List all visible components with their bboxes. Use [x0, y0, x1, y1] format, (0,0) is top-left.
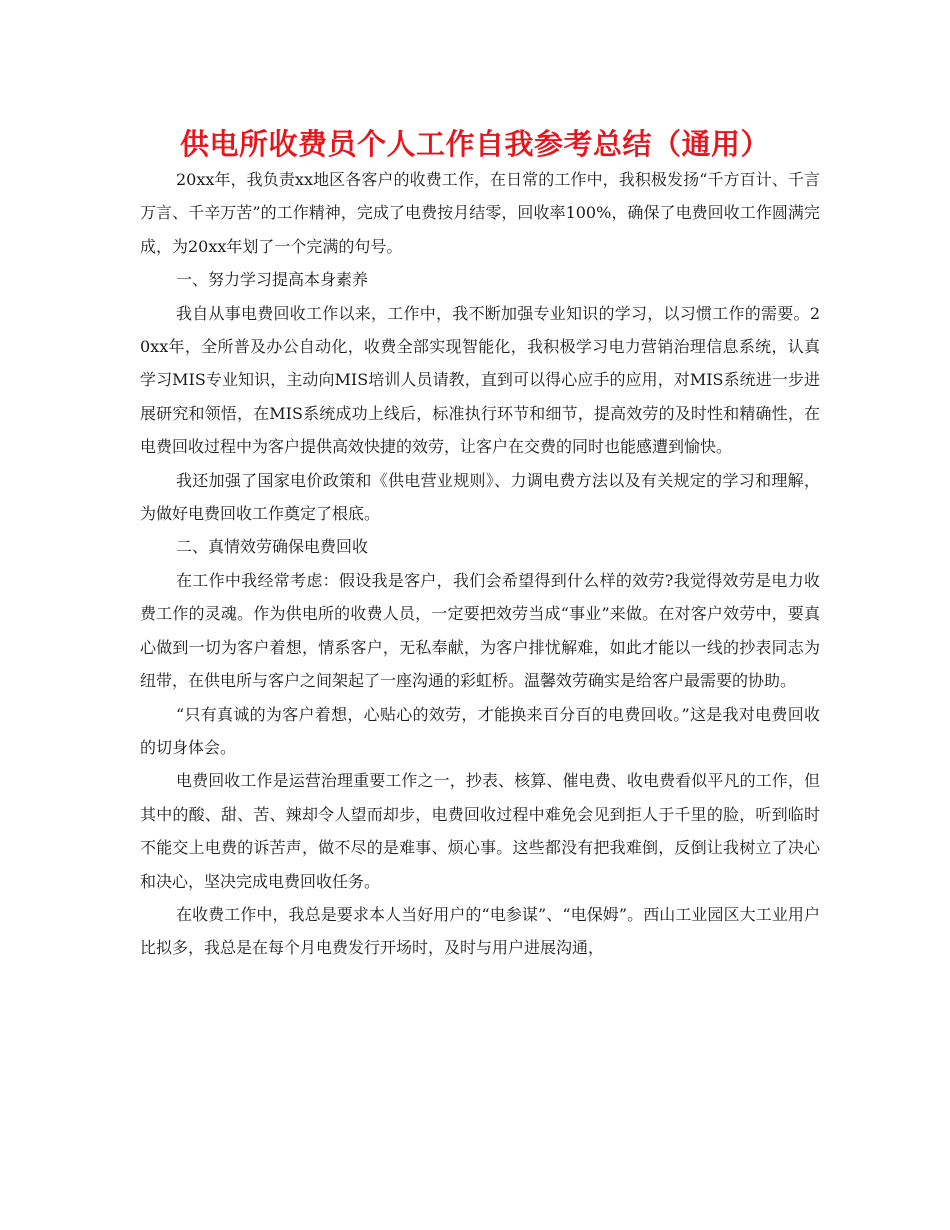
paragraph-service: 在工作中我经常考虑：假设我是客户，我们会希望得到什么样的效劳?我觉得效劳是电力收费工作的灵魂。作为供电所的收费人员，一定要把效劳当成“事业”来做。在对客户效劳中，要真心做到一切为客户着想，情系客户，无私奉献，为客户排忧解难，如此才能以一线的抄表同志为纽带，在供电所与客户之间架起了一座沟通的彩虹桥。温馨效劳确实是给客户最需要的协助。: [140, 570, 820, 691]
paragraph-policy: 我还加强了国家电价政策和《供电营业规则》、力调电费方法以及有关规定的学习和理解，为做好电费回收工作奠定了根底。: [140, 470, 820, 524]
paragraph-intro: 20xx年，我负责xx地区各客户的收费工作，在日常的工作中，我积极发扬“千方百计、千言万言、千辛万苦”的工作精神，完成了电费按月结零，回收率100%，确保了电费回收工作圆满完成，为20xx年划了一个完满的句号。: [140, 170, 820, 256]
paragraph-collection: 电费回收工作是运营治理重要工作之一，抄表、核算、催电费、收电费看似平凡的工作，但其中的酸、甜、苦、辣却令人望而却步，电费回收过程中难免会见到拒人于千里的脸，听到临时不能交上电费的诉苦声，做不尽的是难事、烦心事。这些都没有把我难倒，反倒让我树立了决心和决心，坚决完成电费回收任务。: [140, 771, 820, 891]
section-heading-1: 一、努力学习提高本身素养: [176, 270, 369, 290]
document-body: [140, 163, 820, 965]
document-title: 供电所收费员个人工作自我参考总结（通用）: [179, 127, 770, 161]
paragraph-study: 我自从事电费回收工作以来，工作中，我不断加强专业知识的学习，以习惯工作的需要。20xx年，全所普及办公自动化，收费全部实现智能化，我积极学习电力营销治理信息系统，认真学习MIS专业知识，主动向MIS培训人员请教，直到可以得心应手的应用，对MIS系统进一步进展研究和领悟，在MIS系统成功上线后，标准执行环节和细节，提高效劳的及时性和精确性，在电费回收过程中为客户提供高效快捷的效劳，让客户在交费的同时也能感遭到愉快。: [140, 303, 820, 457]
paragraph-advisor: 在收费工作中，我总是要求本人当好用户的“电参谋”、“电保姆”。西山工业园区大工业用户比拟多，我总是在每个月电费发行开场时，及时与用户进展沟通，: [140, 904, 820, 958]
paragraph-quote: “只有真诚的为客户着想，心贴心的效劳，才能换来百分百的电费回收。”这是我对电费回收的切身体会。: [140, 704, 820, 757]
section-heading-2: 二、真情效劳确保电费回收: [176, 537, 369, 557]
